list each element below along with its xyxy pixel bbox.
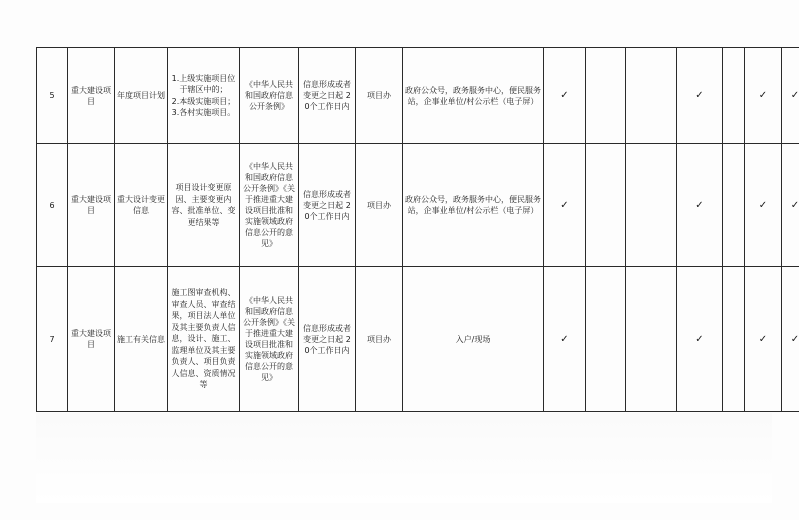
check-cell bbox=[586, 267, 626, 412]
check-cell: ✓ bbox=[677, 144, 723, 267]
row-number: 5 bbox=[37, 48, 68, 144]
category-cell: 重大建设项目 bbox=[68, 144, 115, 267]
table-row bbox=[37, 48, 799, 144]
basis-cell: 《中华人民共和国政府信息公开条例》《关于推进重大建设项目批准和实施领域政府信息公开的意见》 bbox=[240, 267, 299, 412]
table-row bbox=[37, 267, 799, 412]
check-cell: ✓ bbox=[544, 48, 586, 144]
check-cell: ✓ bbox=[745, 267, 782, 412]
content-cell: 项目设计变更原因、主要变更内容、批准单位、变更结果等 bbox=[168, 144, 240, 267]
table-row bbox=[37, 144, 799, 267]
content-cell: 施工图审查机构、审查人员、审查结果，项目法人单位及其主要负责人信息，设计、施工、监理单位及其主要负责人、项目负责人信息、资质情况等 bbox=[168, 267, 240, 412]
check-cell: ✓ bbox=[782, 48, 799, 144]
check-cell: ✓ bbox=[677, 267, 723, 412]
time-limit-cell: 信息形成或者变更之日起 20个工作日内 bbox=[299, 48, 356, 144]
disclosure-table bbox=[36, 47, 799, 412]
check-cell: ✓ bbox=[745, 144, 782, 267]
basis-cell: 《中华人民共和国政府信息公开条例》《关于推进重大建设项目批准和实施领域政府信息公开的意见》 bbox=[240, 144, 299, 267]
check-cell bbox=[626, 267, 677, 412]
check-cell: ✓ bbox=[544, 267, 586, 412]
subject-cell: 项目办 bbox=[356, 48, 403, 144]
subject-cell: 项目办 bbox=[356, 144, 403, 267]
channel-cell: 入户/现场 bbox=[403, 267, 544, 412]
item-cell: 施工有关信息 bbox=[115, 267, 168, 412]
time-limit-cell: 信息形成或者变更之日起 20个工作日内 bbox=[299, 267, 356, 412]
row-number: 6 bbox=[37, 144, 68, 267]
row-number: 7 bbox=[37, 267, 68, 412]
check-cell: ✓ bbox=[677, 48, 723, 144]
basis-cell: 《中华人民共和国政府信息公开条例》 bbox=[240, 48, 299, 144]
item-cell: 年度项目计划 bbox=[115, 48, 168, 144]
subject-cell: 项目办 bbox=[356, 267, 403, 412]
check-cell: ✓ bbox=[745, 48, 782, 144]
content-cell: 1.上级实施项目位于辖区中的； 2.本级实施项目； 3.各村实施项目。 bbox=[168, 48, 240, 144]
check-cell: ✓ bbox=[782, 144, 799, 267]
channel-cell: 政府公众号，政务服务中心，便民服务站，企事业单位/村公示栏（电子屏） bbox=[403, 144, 544, 267]
check-cell bbox=[626, 48, 677, 144]
channel-cell: 政府公众号，政务服务中心，便民服务站，企事业单位/村公示栏（电子屏） bbox=[403, 48, 544, 144]
check-cell bbox=[723, 267, 745, 412]
check-cell: ✓ bbox=[782, 267, 799, 412]
check-cell bbox=[586, 48, 626, 144]
check-cell bbox=[586, 144, 626, 267]
category-cell: 重大建设项目 bbox=[68, 267, 115, 412]
check-cell bbox=[626, 144, 677, 267]
check-cell bbox=[723, 48, 745, 144]
time-limit-cell: 信息形成或者变更之日起 20个工作日内 bbox=[299, 144, 356, 267]
page-margin-bottom bbox=[36, 413, 772, 503]
category-cell: 重大建设项目 bbox=[68, 48, 115, 144]
check-cell bbox=[723, 144, 745, 267]
item-cell: 重大设计变更信息 bbox=[115, 144, 168, 267]
check-cell: ✓ bbox=[544, 144, 586, 267]
